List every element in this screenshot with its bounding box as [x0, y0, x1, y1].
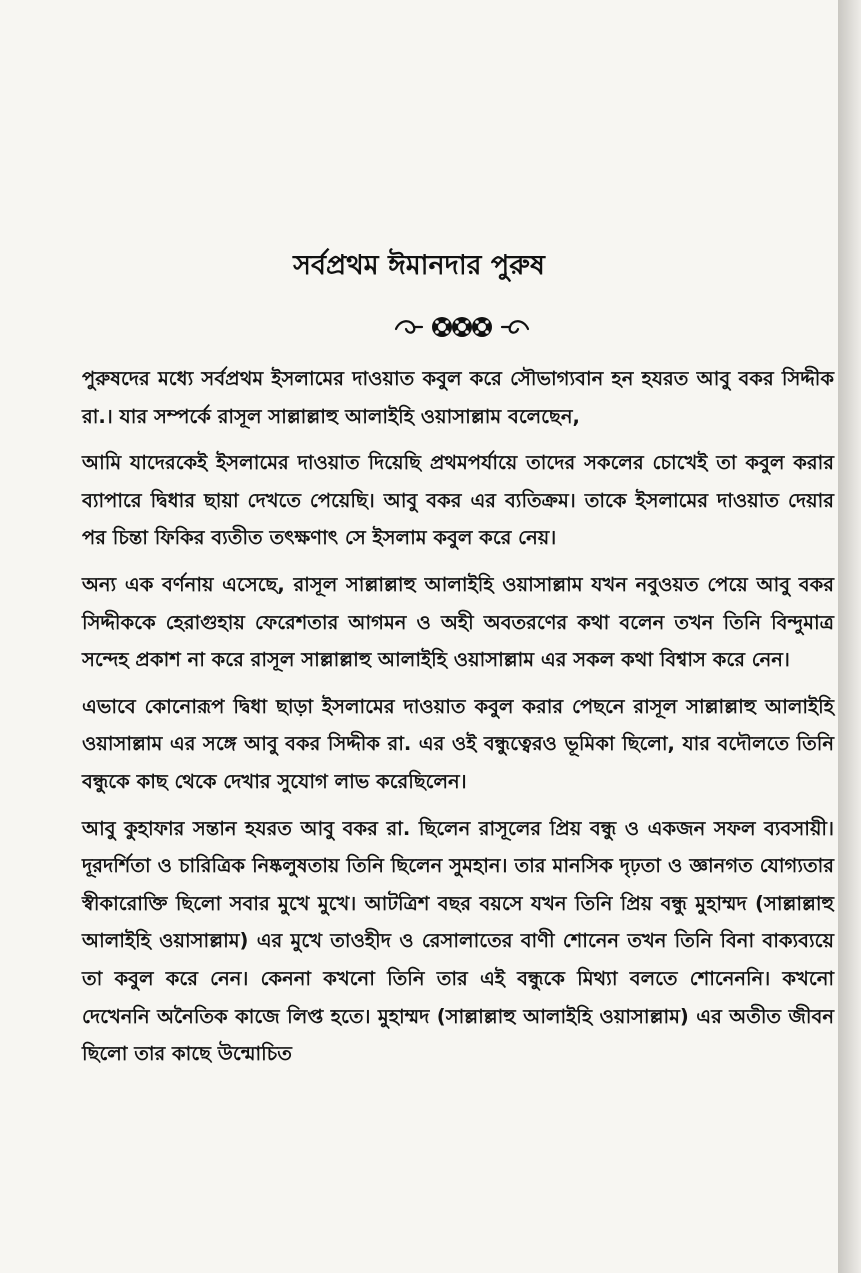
floral-divider-icon	[392, 313, 532, 341]
paragraph: পুরুষদের মধ্যে সর্বপ্রথম ইসলামের দাওয়াত কবুল করে সৌভাগ্যবান হন হযরত আবু বকর সিদ্দীক রা.। যার সম্পর্কে রাসূল সাল্লাল্লাহু আলাইহি ওয়াসাল্লাম বলেছেন,	[82, 367, 834, 428]
body-text	[82, 360, 834, 1082]
chapter-title: সর্বপ্রথম ঈমানদার পুরুষ	[293, 250, 545, 281]
paragraph: এভাবে কোনোরূপ দ্বিধা ছাড়া ইসলামের দাওয়াত কবুল করার পেছনে রাসূল সাল্লাল্লাহু আলাইহি ওয়াসাল্লাম এর সঙ্গে আবু বকর সিদ্দীক রা. এর ওই বন্ধুত্বেরও ভূমিকা ছিলো, যার বদৌলতে তিনি বন্ধুকে কাছ থেকে দেখার সুযোগ লাভ করেছিলেন।	[82, 694, 834, 793]
paragraph: আমি যাদেরকেই ইসলামের দাওয়াত দিয়েছি প্রথমপর্যায়ে তাদের সকলের চোখেই তা কবুল করার ব্যাপারে দ্বিধার ছায়া দেখতে পেয়েছি। আবু বকর এর ব্যতিক্রম। তাকে ইসলামের দাওয়াত দেয়ার পর চিন্তা ফিকির ব্যতীত তৎক্ষণাৎ সে ইসলাম কবুল করে নেয়।	[82, 451, 834, 550]
book-spine-edge	[838, 0, 861, 1273]
paragraph: আবু কুহাফার সন্তান হযরত আবু বকর রা. ছিলেন রাসূলের প্রিয় বন্ধু ও একজন সফল ব্যবসায়ী। দূরদর্শিতা ও চারিত্রিক নিষ্কলুষতায় তিনি ছিলেন সুমহান। তার মানসিক দৃঢ়তা ও জ্ঞানগত যোগ্যতার স্বীকারোক্তি ছিলো সবার মুখে মুখে। আটত্রিশ বছর বয়সে যখন তিনি প্রিয় বন্ধু মুহাম্মদ (সাল্লাল্লাহু আলাইহি ওয়াসাল্লাম) এর মুখে তাওহীদ ও রেসালাতের বাণী শোনেন তখন তিনি বিনা বাক্যব্যয়ে তা কবুল করে নেন। কেননা কখনো তিনি তার এই বন্ধুকে মিথ্যা বলতে শোনেননি। কখনো দেখেননি অনৈতিক কাজে লিপ্ত হতে। মুহাম্মদ (সাল্লাল্লাহু আলাইহি ওয়াসাল্লাম) এর অতীত জীবন ছিলো তার কাছে উন্মোচিত	[82, 816, 834, 1066]
paragraph: অন্য এক বর্ণনায় এসেছে, রাসূল সাল্লাল্লাহু আলাইহি ওয়াসাল্লাম যখন নবুওয়ত পেয়ে আবু বকর সিদ্দীককে হেরাগুহায় ফেরেশতার আগমন ও অহী অবতরণের কথা বলেন তখন তিনি বিন্দুমাত্র সন্দেহ প্রকাশ না করে রাসূল সাল্লাল্লাহু আলাইহি ওয়াসাল্লাম এর সকল কথা বিশ্বাস করে নেন।	[82, 572, 834, 672]
